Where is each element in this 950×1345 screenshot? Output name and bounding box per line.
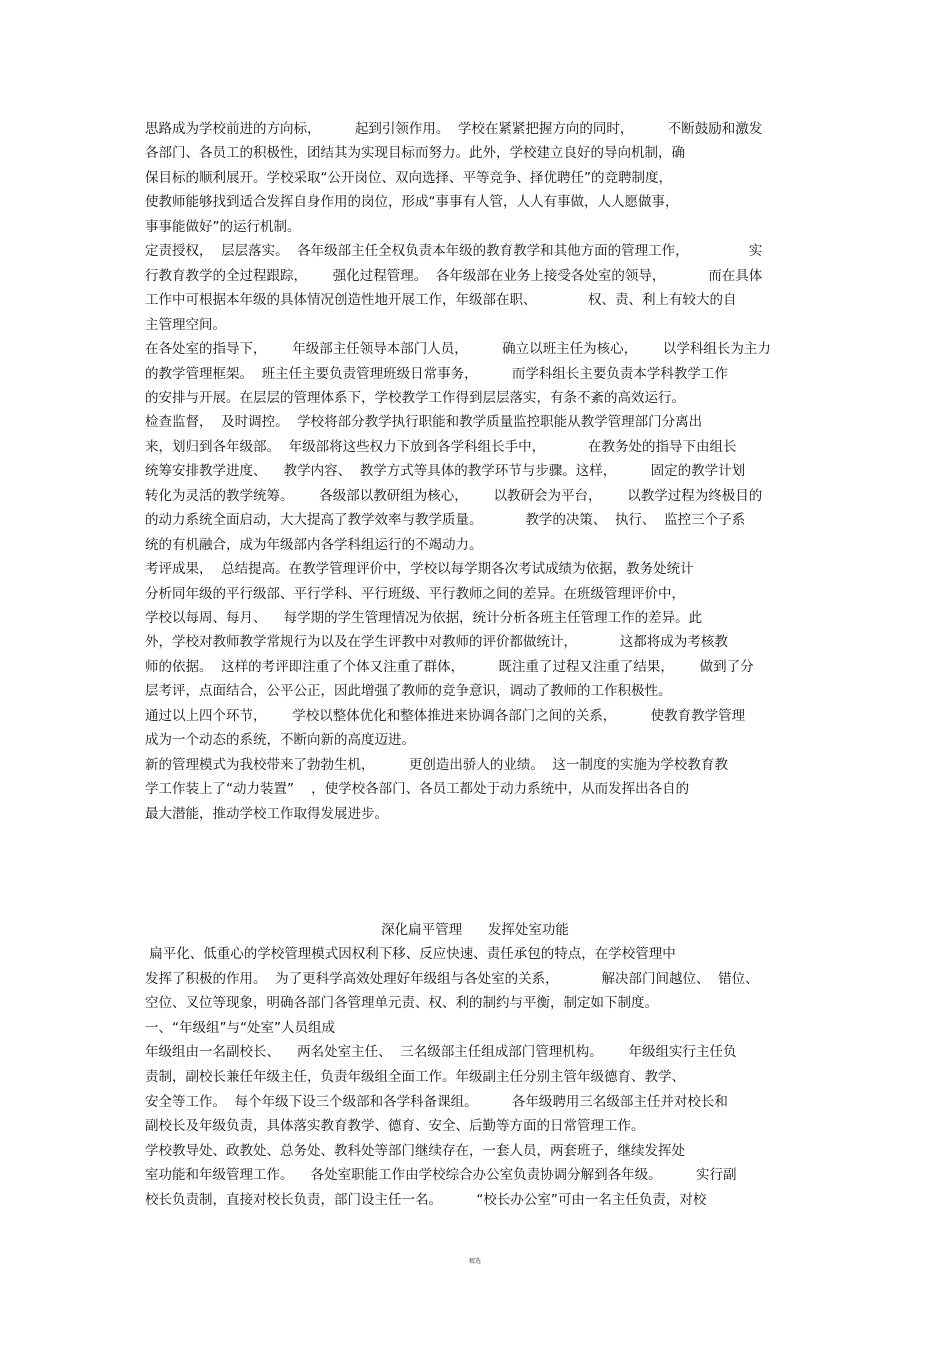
text-line: 统的有机融合，成为年级部内各学科组运行的不竭动力。 <box>145 536 483 553</box>
text-line: 的安排与开展。在层层的管理体系下，学校教学工作得到层层落实，有条不紊的高效运行。 <box>145 389 685 406</box>
text-line: 空位、叉位等现象，明确各部门各管理单元责、权、利的制约与平衡，制定如下制度。 <box>145 995 658 1012</box>
text-line: 学校以每周、每月、 每学期的学生管理情况为依据，统计分析各班主任管理工作的差异。此 <box>145 610 703 626</box>
text-line: 责制，副校长兼任年级主任，负责年级组全面工作。年级副主任分别主管年级德育、教学、 <box>145 1069 685 1085</box>
text-line: 室功能和年级管理工作。 各处室职能工作由学校综合办公室负责协调分解到各年级。 实行副 <box>145 1167 737 1184</box>
text-line: 校长负责制，直接对校长负责，部门设主任一名。 “校长办公室”可由一名主任负责，对校 <box>145 1192 707 1208</box>
text-line: 扁平化、低重心的学校管理模式因权利下移、反应快速、责任承包的特点，在学校管理中 <box>145 946 676 962</box>
text-line: 外，学校对教师教学常规行为以及在学生评教中对教师的评价都做统计， 这都将成为考核教 <box>145 634 728 651</box>
text-line: 转化为灵活的教学统筹。 各级部以教研组为核心， 以教研会为平台， 以教学过程为终极目的 <box>145 487 763 504</box>
text-line: 的教学管理框架。 班主任主要负责管理班级日常事务， 而学科组长主要负责本学科教学工作 <box>145 365 728 382</box>
text-line: 年级组由一名副校长、 两名处室主任、 三名级部主任组成部门管理机构。 年级组实行主任负 <box>145 1044 737 1061</box>
text-line: 分析同年级的平行级部、平行学科、平行班级、平行教师之间的差异。在班级管理评价中， <box>145 585 685 602</box>
text-line: 保目标的顺利展开。学校采取“公开岗位、双向选择、平等竞争、择优聘任”的竞聘制度， <box>145 169 672 186</box>
text-line: 一、“年级组”与“处室”人员组成 <box>145 1019 335 1036</box>
text-line: 行教育教学的全过程跟踪， 强化过程管理。 各年级部在业务上接受各处室的领导， 而在具体 <box>145 267 763 284</box>
text-line: 检查监督， 及时调控。 学校将部分教学执行职能和教学质量监控职能从教学管理部门分离出 <box>145 414 703 431</box>
text-line: 在各处室的指导下， 年级部主任领导本部门人员， 确立以班主任为核心， 以学科组长为主力 <box>145 341 771 358</box>
text-line: 使教师能够找到适合发挥自身作用的岗位，形成“事事有人管，人人有事做，人人愿做事， <box>145 194 679 211</box>
text-line: 各部门、各员工的积极性，团结其为实现目标而努力。此外，学校建立良好的导向机制，确 <box>145 145 685 162</box>
text-line: 最大潜能，推动学校工作取得发展进步。 <box>145 805 388 822</box>
text-line: 通过以上四个环节， 学校以整体优化和整体推进来协调各部门之间的关系， 使教育教学管理 <box>145 707 746 724</box>
text-line: 主管理空间。 <box>145 316 226 333</box>
text-line: 成为一个动态的系统，不断向新的高度迈进。 <box>145 732 415 749</box>
section-2-title: 深化扁平管理 发挥处室功能 <box>381 922 569 938</box>
page-footer: 精选 <box>468 1258 481 1265</box>
text-line: 工作中可根据本年级的具体情况创造性地开展工作，年级部在职、 权、责、利上有较大的自 <box>145 292 737 309</box>
text-line: 师的依据。 这样的考评即注重了个体又注重了群体， 既注重了过程又注重了结果， 做到了分 <box>145 658 754 675</box>
text-line: 新的管理模式为我校带来了勃勃生机， 更创造出骄人的业绩。 这一制度的实施为学校教育教 <box>145 756 728 773</box>
text-line: 副校长及年级负责，具体落实教育教学、德育、安全、后勤等方面的日常管理工作。 <box>145 1118 645 1135</box>
text-line: 的动力系统全面启动，大大提高了教学效率与教学质量。 教学的决策、 执行、 监控三个子系 <box>145 512 746 529</box>
text-line: 思路成为学校前进的方向标， 起到引领作用。 学校在紧紧把握方向的同时， 不断鼓励和激发 <box>145 121 763 137</box>
text-line: 定责授权， 层层落实。 各年级部主任全权负责本年级的教育教学和其他方面的管理工作， 实 <box>145 243 763 260</box>
text-line: 学工作装上了“动力装置” ，使学校各部门、各员工都处于动力系统中，从而发挥出各自的 <box>145 781 690 798</box>
text-line: 层考评，点面结合，公平公正，因此增强了教师的竞争意识，调动了教师的工作积极性。 <box>145 683 672 700</box>
text-line: 考评成果， 总结提高。在教学管理评价中，学校以每学期各次考试成绩为依据，教务处统计 <box>145 561 694 578</box>
text-line: 发挥了积极的作用。 为了更科学高效处理好年级组与各处室的关系， 解决部门间越位、 错位、 <box>145 970 759 987</box>
text-line: 来，划归到各年级部。 年级部将这些权力下放到各学科组长手中， 在教务处的指导下由组长 <box>145 438 737 455</box>
text-line: 安全等工作。 每个年级下设三个级部和各学科备课组。 各年级聘用三名级部主任并对校长和 <box>145 1093 728 1110</box>
text-line: 学校教导处、政教处、总务处、教科处等部门继续存在，一套人员，两套班子，继续发挥处 <box>145 1142 685 1159</box>
text-line: 事事能做好”的运行机制。 <box>145 218 301 235</box>
text-line: 统筹安排教学进度、 教学内容、 教学方式等具体的教学环节与步骤。这样， 固定的教学计划 <box>145 463 746 480</box>
